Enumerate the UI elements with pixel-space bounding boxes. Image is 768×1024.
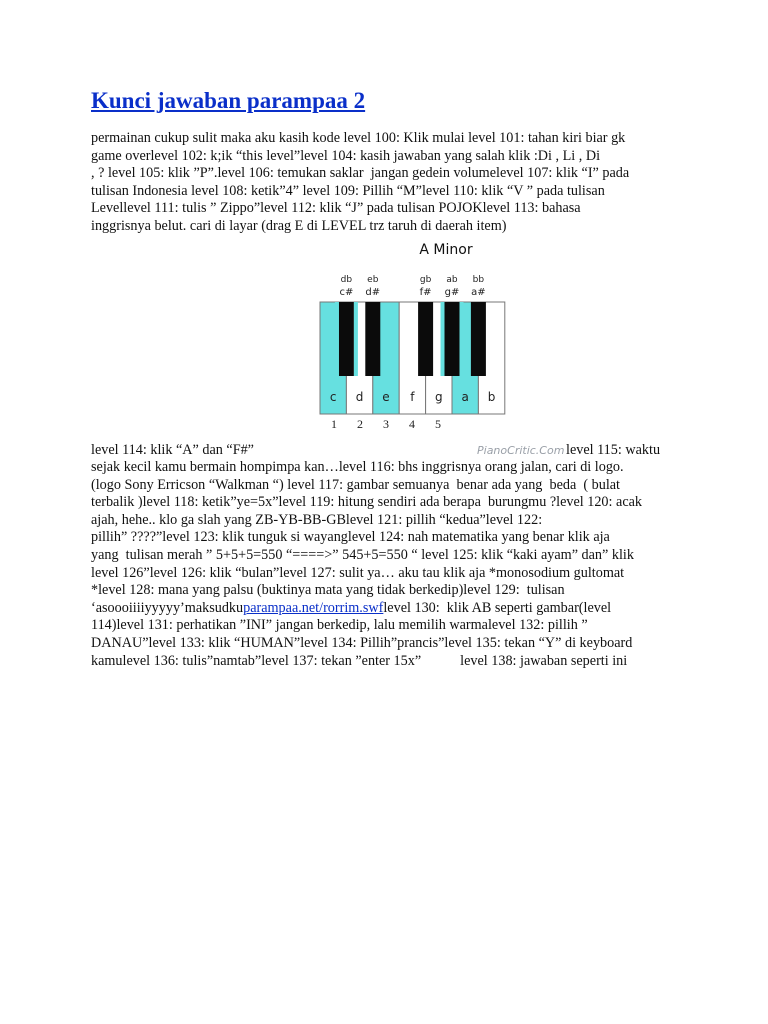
piano-figure [296, 238, 596, 444]
finger-number: 2 [357, 417, 363, 431]
flat-label: ab [446, 275, 458, 285]
white-key-label: d [355, 390, 364, 404]
black-key-f-sharp [418, 302, 433, 376]
finger-number: 4 [409, 417, 415, 431]
finger-number: 1 [331, 417, 337, 431]
sharp-label: d# [365, 287, 381, 298]
level-114-text: level 114: klik “A” dan “F#” [91, 442, 254, 458]
flat-label: db [340, 275, 353, 285]
flat-label: gb [419, 275, 432, 285]
finger-number: 3 [383, 417, 389, 431]
piano-keyboard-image [296, 238, 596, 444]
black-key-a-sharp [471, 302, 486, 376]
flat-label: bb [472, 275, 485, 285]
page-title[interactable]: Kunci jawaban parampaa 2 [91, 88, 366, 113]
black-key-highlight [335, 302, 339, 376]
black-key-highlight [460, 302, 464, 376]
sharp-label: c# [339, 287, 354, 298]
watermark: PianoCritic.Com [477, 444, 565, 457]
black-key-d-sharp [365, 302, 380, 376]
answers-text: sejak kecil kamu bermain hompimpa kan…level 116: bhs inggrisnya orang jalan, cari di logo. (logo Sony Erricson “Walkman “) level 117: gambar semuanya benar ada yang beda ( bulat terbalik )level 118: ketik”ye=5x”level 119: hitung sendiri ada berapa burungmu ?level 120: acak ajah, hehe.. klo ga slah yang ZB-YB-BB-GBlevel 121: pillih “kedua”level 122: pillih” ????”level 123: klik tunguk si wayanglevel 124: nah matematika yang benar klik aja yang tulisan merah ” 5+5+5=550 “====>” 545+5=550 “ level 125: klik “kaki ayam” dan” klik level 126”level 126: klik “bulan”level 127: sulit ya… aku tau klik aja *monosodium gultomat *level 128: mana yang palsu (buktinya mata yang tidak berkedip)level 129: tulisan ‘asoooiiiiyyyyy’maksudku [91, 459, 643, 616]
white-key-label: c [329, 390, 337, 404]
sharp-label: g# [444, 287, 460, 298]
white-key-label: f [410, 390, 415, 404]
flat-label: eb [367, 275, 379, 285]
white-key-label: a [461, 390, 469, 404]
white-key-label: g [434, 390, 443, 404]
black-key-highlight [354, 302, 358, 376]
finger-number: 5 [435, 417, 441, 431]
sharp-label: f# [419, 287, 432, 298]
sharp-label: a# [471, 287, 486, 298]
swf-link[interactable]: parampaa.net/rorrim.swf [243, 599, 384, 616]
white-key-label: b [487, 390, 496, 404]
black-key-highlight [441, 302, 445, 376]
answers-paragraph [91, 459, 681, 670]
intro-paragraph: permainan cukup sulit maka aku kasih kode level 100: Klik mulai level 101: tahan kiri biar gk game overlevel 102: k;ik “this level”level 104: kasih jawaban yang salah klik :Di , Li , Di , ? level 105: klik ”P”.level 106: temukan saklar jangan gedein volumelevel 107: klik “I” pada tulisan Indonesia level 108: ketik”4” level 109: Pillih “M”level 110: klik “V ” pada tulisan Levellevel 111: tulis ” Zippo”level 112: klik “J” pada tulisan POJOKlevel 113: bahasa inggrisnya belut. cari di layar (drag E di LEVEL trz taruh di daerah item) [91, 130, 630, 234]
answers-text-continued: level 130: klik AB seperti gambar(level 114)level 131: perhatikan ”INI” jangan berkedip, lalu memilih warmalevel 132: pillih ” DANAU”level 133: klik “HUMAN”level 134: Pillih”prancis”level 135: tekan “Y” di keyboard kamulevel 136: tulis”namtab”level 137: tekan ”enter 15x” level 138: jawaban seperti ini [91, 599, 633, 669]
level-115-start: level 115: waktu [566, 442, 661, 458]
black-key-c-sharp [339, 302, 354, 376]
black-key-g-sharp [445, 302, 460, 376]
figure-title: A Minor [419, 242, 473, 258]
white-key-label: e [382, 390, 390, 404]
